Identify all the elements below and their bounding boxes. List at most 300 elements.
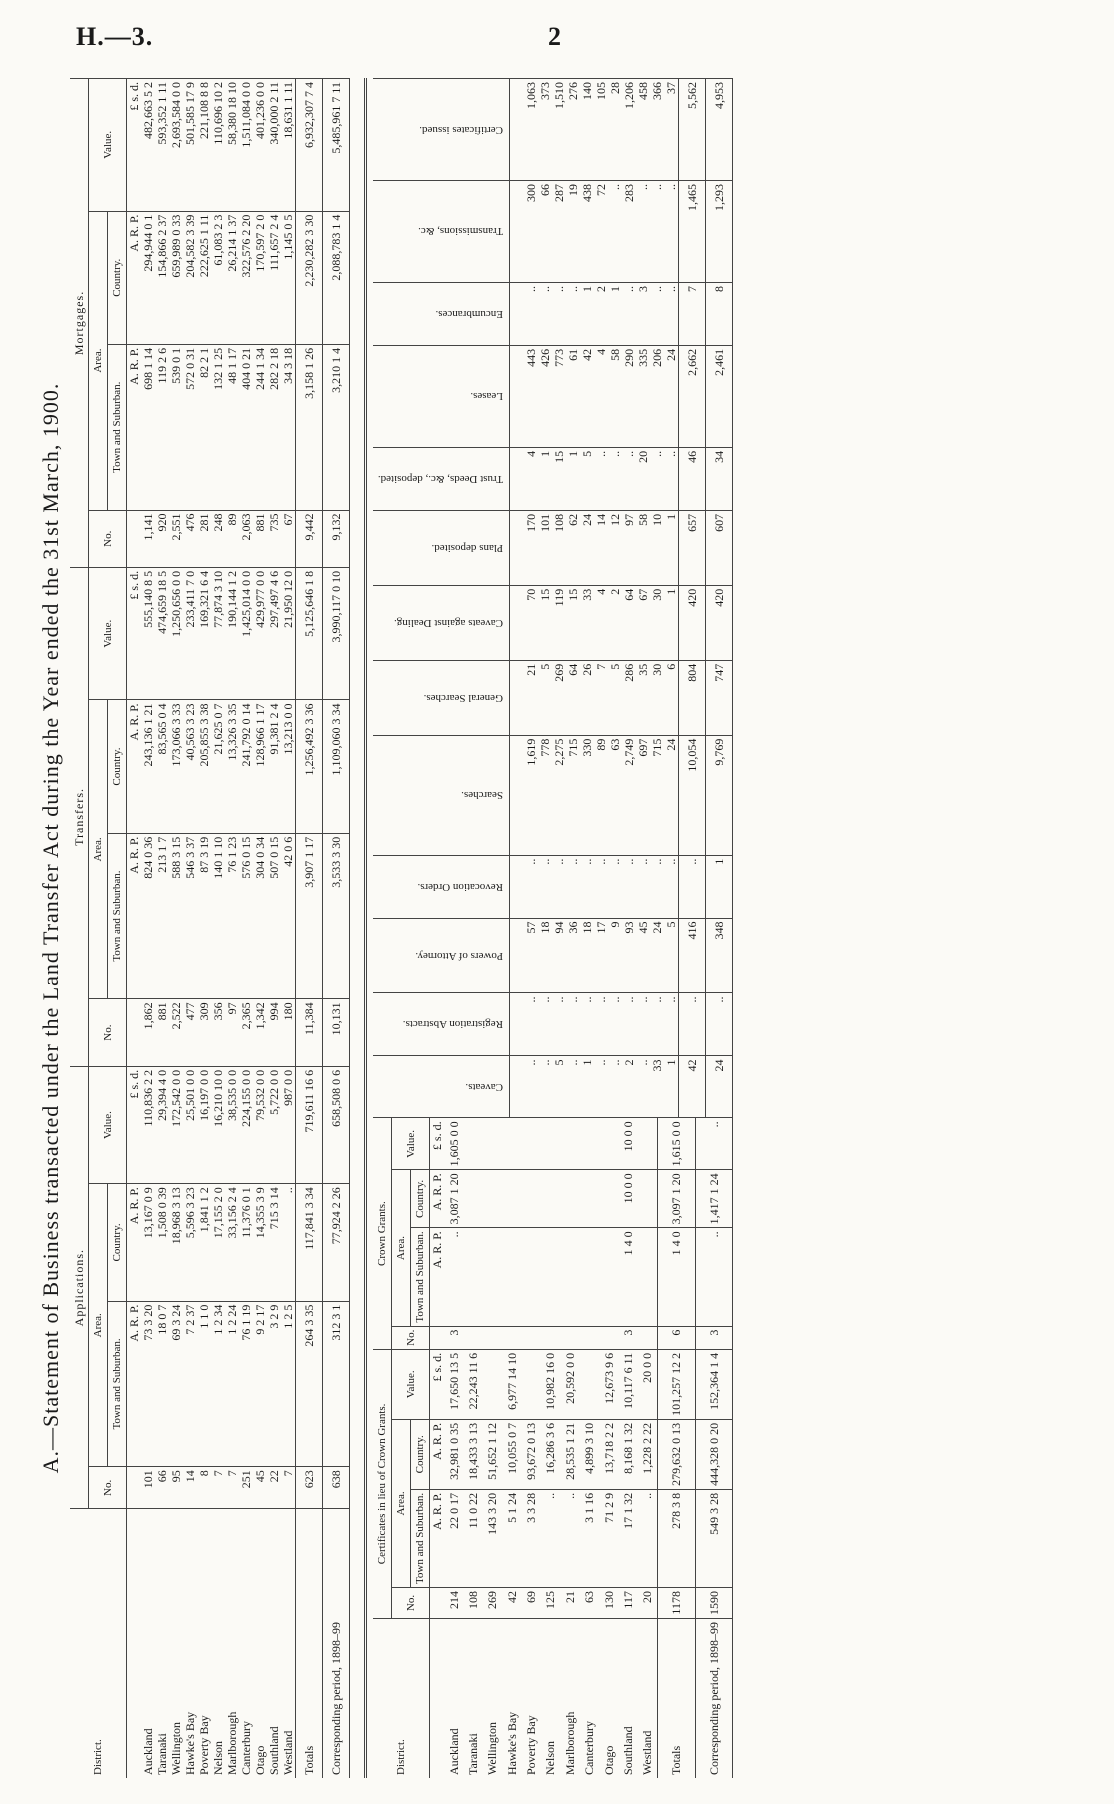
table-cell <box>541 1228 560 1326</box>
table-row <box>183 79 197 1779</box>
table-cell: 46 <box>679 447 706 510</box>
misc-column-label: General Searches. <box>423 691 503 704</box>
table-cell <box>521 1170 540 1228</box>
applications-country-header: Country. <box>108 1184 127 1301</box>
district-cell: Otago <box>599 1619 618 1778</box>
misc-column-header <box>373 660 510 735</box>
table-cell: 1,109,060 3 34 <box>323 700 350 833</box>
table-cell <box>560 1326 579 1349</box>
table-cell <box>521 1228 540 1326</box>
table-cell: 278 3 8 <box>658 1489 695 1587</box>
table-row <box>253 79 267 1779</box>
table-cell: 190,144 1 2 <box>225 567 239 700</box>
table-row <box>560 1118 579 1778</box>
table-cell: .. <box>566 993 580 1056</box>
table-cell: .. <box>622 993 636 1056</box>
table-cell: 2 <box>608 585 622 660</box>
table-cell: 1 2 24 <box>225 1301 239 1467</box>
table-cell: 8,168 1 32 <box>618 1419 637 1489</box>
table-cell: 474,659 18 5 <box>155 567 169 700</box>
table-cell: 105 <box>594 79 608 181</box>
table-cell: 269 <box>552 660 566 735</box>
table-cell: 7 <box>225 1467 239 1509</box>
table-cell: 77,874 3 10 <box>211 567 225 700</box>
table-cell: 13,718 2 2 <box>599 1419 618 1489</box>
table-cell: 1 <box>608 282 622 345</box>
table-cell: 443 <box>524 345 538 447</box>
table-cell: 1 <box>664 585 679 660</box>
misc-column-label: Powers of Attorney. <box>415 949 503 962</box>
table-cell: 715 3 14 <box>267 1184 281 1301</box>
table-cell: 18 <box>538 918 552 993</box>
table-cell: 14 <box>594 510 608 585</box>
table-cell: .. <box>552 855 566 918</box>
table-cell: 281 <box>197 510 211 567</box>
table-cell: .. <box>636 855 650 918</box>
table-cell: 4,899 3 10 <box>580 1419 599 1489</box>
table-cell <box>541 1170 560 1228</box>
table-cell: 16,286 3 6 <box>541 1419 560 1489</box>
district-header: District. <box>70 1509 127 1778</box>
table-cell: 3 <box>618 1326 637 1349</box>
table-cell: 125 <box>541 1588 560 1619</box>
table-cell <box>521 1349 540 1419</box>
table-cell: 401,236 0 0 <box>253 79 267 212</box>
table-cell: 3,087 1 20 <box>444 1170 463 1228</box>
table-cell: .. <box>695 1118 732 1170</box>
table-cell: 607 <box>706 510 733 585</box>
table-cell: 3,210 1 4 <box>323 344 350 510</box>
table-cell: 82 2 1 <box>197 344 211 510</box>
table-cell: .. <box>594 447 608 510</box>
table-cell: 70 <box>524 585 538 660</box>
table-cell: 18 <box>580 918 594 993</box>
table-row <box>608 79 622 1118</box>
table-cell: 715 <box>650 735 664 855</box>
table-cell: 206 <box>650 345 664 447</box>
applications-town-header: Town and Suburban. <box>108 1301 127 1467</box>
table-cell: 22 0 17 <box>444 1489 463 1587</box>
table-cell: 3 <box>695 1326 732 1349</box>
table-cell <box>599 1170 618 1228</box>
certificates-title: Certificates in lieu of Crown Grants. <box>373 1349 392 1618</box>
table-cell: 10,131 <box>323 999 350 1066</box>
table-cell: 15 <box>552 447 566 510</box>
table-cell: 24 <box>664 345 679 447</box>
mortgages-no-header: No. <box>89 510 127 567</box>
table-cell: 420 <box>679 585 706 660</box>
table-cell: .. <box>538 1056 552 1117</box>
table-cell: 26,214 1 37 <box>225 211 239 344</box>
table-cell: 3,097 1 20 <box>658 1170 695 1228</box>
table-cell: 1 <box>580 1056 594 1117</box>
table-row <box>155 79 169 1779</box>
table-cell <box>580 1326 599 1349</box>
table-row <box>580 79 594 1118</box>
table-cell: 57 <box>524 918 538 993</box>
table-cell: 312 3 1 <box>323 1301 350 1467</box>
table-cell: 1,862 <box>141 999 155 1066</box>
table-cell: 17,155 2 0 <box>211 1184 225 1301</box>
table-cell: 5 <box>664 918 679 993</box>
table-row <box>658 1118 695 1778</box>
crown-grants-title: Crown Grants. <box>373 1118 392 1349</box>
table-cell: 804 <box>679 660 706 735</box>
table-cell: 335 <box>636 345 650 447</box>
table-cell: 17 1 32 <box>618 1489 637 1587</box>
table-cell <box>502 1228 521 1326</box>
table-cell <box>580 1170 599 1228</box>
table-cell: 340,000 2 11 <box>267 79 281 212</box>
table-cell: 89 <box>594 735 608 855</box>
units-label: £ s. d. <box>127 79 142 212</box>
table-cell: 658,508 0 6 <box>323 1066 350 1183</box>
table-cell: 719,611 16 6 <box>296 1066 323 1183</box>
table-cell: 233,411 7 0 <box>183 567 197 700</box>
table-cell: 1 2 34 <box>211 1301 225 1467</box>
table-cell: 1,250,656 0 0 <box>169 567 183 700</box>
table-cell: 5 1 24 <box>502 1489 521 1587</box>
table-cell: .. <box>541 1489 560 1587</box>
table-cell: 24 <box>580 510 594 585</box>
table-row <box>622 79 636 1118</box>
table-cell: 1 4 0 <box>658 1228 695 1326</box>
table-cell: 110,836 2 2 <box>141 1066 155 1183</box>
table-cell: 5,125,646 1 8 <box>296 567 323 700</box>
table-cell: 1,063 <box>524 79 538 181</box>
table-cell: 204,582 3 39 <box>183 211 197 344</box>
table-cell: 10,054 <box>679 735 706 855</box>
table-cell <box>541 1118 560 1170</box>
transfers-value-header: Value. <box>89 567 127 700</box>
table-cell: 9,442 <box>296 510 323 567</box>
table-cell: .. <box>552 993 566 1056</box>
table-cell: 290 <box>622 345 636 447</box>
misc-column-label: Transmissions, &c. <box>418 225 503 238</box>
table-cell: 77,924 2 26 <box>323 1184 350 1301</box>
table-row <box>323 79 350 1779</box>
table-cell: 130 <box>599 1588 618 1619</box>
table-cell: 735 <box>267 510 281 567</box>
table-row <box>444 1118 463 1778</box>
table-cell: 1 <box>538 447 552 510</box>
misc-column-label: Plans deposited. <box>431 541 503 554</box>
table-cell: .. <box>566 1056 580 1117</box>
table-cell: .. <box>636 1056 650 1117</box>
district-cell: Westland <box>638 1619 658 1778</box>
misc-column-label: Revocation Orders. <box>417 880 503 893</box>
table-cell: .. <box>622 447 636 510</box>
table-cell: 42 <box>679 1056 706 1117</box>
table-cell: 13,213 0 0 <box>281 700 296 833</box>
table-cell: 34 <box>706 447 733 510</box>
table-cell: 12 <box>608 510 622 585</box>
district-cell: Hawke's Bay <box>502 1619 521 1778</box>
table-cell: 108 <box>552 510 566 585</box>
table-cell: 94 <box>552 918 566 993</box>
table-cell: 576 0 15 <box>239 833 253 999</box>
table-cell: 11,384 <box>296 999 323 1066</box>
table-cell: 173,066 3 33 <box>169 700 183 833</box>
misc-column-header <box>373 918 510 993</box>
table-cell: 20 0 0 <box>638 1349 658 1419</box>
table-cell: 29,394 4 0 <box>155 1066 169 1183</box>
table-cell: 2,063 <box>239 510 253 567</box>
table-row <box>566 79 580 1118</box>
table-cell: 2,230,282 3 30 <box>296 211 323 344</box>
table-cell: 404 0 21 <box>239 344 253 510</box>
table-cell: 89 <box>225 510 239 567</box>
table-cell: .. <box>608 993 622 1056</box>
table-cell: 287 <box>552 181 566 283</box>
table-cell: 42 <box>580 345 594 447</box>
table-row <box>267 79 281 1779</box>
table-cell: 438 <box>580 181 594 283</box>
misc-column-label: Registration Abstracts. <box>402 1018 503 1031</box>
table-cell: 416 <box>679 918 706 993</box>
table-cell: 51,652 1 12 <box>483 1419 502 1489</box>
units-label: A. R. P. <box>127 211 142 344</box>
mortgages-header: Mortgages. <box>70 79 89 568</box>
district-cell: Auckland <box>444 1619 463 1778</box>
table-cell: 172,542 0 0 <box>169 1066 183 1183</box>
table-cell: 42 <box>502 1588 521 1619</box>
table-cell: 21 <box>524 660 538 735</box>
table-cell <box>463 1326 482 1349</box>
table-cell: 3 3 28 <box>521 1489 540 1587</box>
table-cell: .. <box>664 993 679 1056</box>
table-cell: .. <box>560 1489 579 1587</box>
table-cell: .. <box>552 282 566 345</box>
table-cell: 8 <box>706 282 733 345</box>
grant-town-header: Town and Suburban. <box>411 1228 430 1326</box>
table-cell: 5,562 <box>679 79 706 181</box>
table-cell: 2,365 <box>239 999 253 1066</box>
table-cell: 773 <box>552 345 566 447</box>
table-cell: .. <box>538 993 552 1056</box>
cert-country-header: Country. <box>411 1419 430 1489</box>
table-cell: 3 <box>636 282 650 345</box>
table-cell: 222,625 1 11 <box>197 211 211 344</box>
district-cell: Canterbury <box>580 1619 599 1778</box>
page-number: 2 <box>548 22 561 51</box>
table-cell <box>560 1170 579 1228</box>
table-cell <box>638 1228 658 1326</box>
misc-column-header <box>373 855 510 918</box>
table-cell <box>463 1118 482 1170</box>
table-cell: 16,210 10 0 <box>211 1066 225 1183</box>
table-cell: 7 <box>594 660 608 735</box>
table-cell: .. <box>608 181 622 283</box>
table-cell: 477 <box>183 999 197 1066</box>
table-row <box>502 1118 521 1778</box>
misc-column-header <box>373 181 510 283</box>
units-label: £ s. d. <box>430 1349 445 1419</box>
table-cell: 623 <box>296 1467 323 1509</box>
table-cell: 61 <box>566 345 580 447</box>
table-cell: 28 <box>608 79 622 181</box>
table-cell: 3 <box>444 1326 463 1349</box>
table-cell: 283 <box>622 181 636 283</box>
table-cell: 26 <box>580 660 594 735</box>
table-cell <box>483 1326 502 1349</box>
table-cell: 3,907 1 17 <box>296 833 323 999</box>
units-label: £ s. d. <box>430 1118 445 1170</box>
table-cell: 35 <box>636 660 650 735</box>
table-row <box>141 79 155 1779</box>
applications-no-header: No. <box>89 1467 127 1509</box>
table-cell: 48 1 17 <box>225 344 239 510</box>
table-cell: 9,132 <box>323 510 350 567</box>
table-cell: 269 <box>483 1588 502 1619</box>
table-row <box>281 79 296 1779</box>
table-cell: 824 0 36 <box>141 833 155 999</box>
table-cell: 33 <box>580 585 594 660</box>
table-cell: 356 <box>211 999 225 1066</box>
table-row <box>521 1118 540 1778</box>
cert-value-header: Value. <box>392 1349 430 1419</box>
table-cell: 6,932,307 7 4 <box>296 79 323 212</box>
district-cell: Hawke's Bay <box>183 1509 197 1778</box>
district-cell: Corresponding period, 1898–99 <box>695 1619 732 1778</box>
applications-area-header: Area. <box>89 1184 108 1467</box>
table-cell: 1,465 <box>679 181 706 283</box>
units-label: £ s. d. <box>127 1066 142 1183</box>
table-cell: 24 <box>706 1056 733 1117</box>
table-cell: 21,625 0 7 <box>211 700 225 833</box>
table-cell: 294,944 0 1 <box>141 211 155 344</box>
table-cell: 18 0 7 <box>155 1301 169 1467</box>
table-cell <box>580 1228 599 1326</box>
table-cell: 507 0 15 <box>267 833 281 999</box>
table-cell: 169,321 6 4 <box>197 567 211 700</box>
table-cell: 58,380 18 10 <box>225 79 239 212</box>
table-cell: .. <box>664 447 679 510</box>
units-label: A. R. P. <box>127 344 142 510</box>
misc-column-header <box>373 585 510 660</box>
table-cell: 366 <box>650 79 664 181</box>
misc-column-label: Leases. <box>470 390 503 403</box>
table-cell: 1,511,084 0 0 <box>239 79 253 212</box>
table-cell <box>638 1326 658 1349</box>
table-row <box>541 1118 560 1778</box>
misc-column-label: Trust Deeds, &c., deposited. <box>377 472 503 485</box>
lower-section <box>364 78 733 1778</box>
table-cell: 2 <box>594 282 608 345</box>
units-label: A. R. P. <box>430 1228 445 1326</box>
applications-header: Applications. <box>70 1066 89 1509</box>
table-cell: .. <box>566 282 580 345</box>
table-cell <box>599 1326 618 1349</box>
table-cell: 24 <box>664 735 679 855</box>
table-cell: 243,136 1 21 <box>141 700 155 833</box>
table-cell: 10 0 0 <box>618 1170 637 1228</box>
table-cell: .. <box>636 181 650 283</box>
table-cell: 7 2 37 <box>183 1301 197 1467</box>
table-cell: 3 2 9 <box>267 1301 281 1467</box>
table-cell: .. <box>566 855 580 918</box>
table-cell: .. <box>664 181 679 283</box>
table-cell: .. <box>622 282 636 345</box>
table-row <box>483 1118 502 1778</box>
units-label: A. R. P. <box>430 1419 445 1489</box>
table-cell: 32,981 0 35 <box>444 1419 463 1489</box>
table-cell <box>483 1118 502 1170</box>
table-cell: 117 <box>618 1588 637 1619</box>
table-cell: 304 0 34 <box>253 833 267 999</box>
page-reference: H.—3. <box>76 22 154 51</box>
table-cell: 42 0 6 <box>281 833 296 999</box>
table-cell: 14,355 3 9 <box>253 1184 267 1301</box>
table-cell: 224,155 0 0 <box>239 1066 253 1183</box>
business-table <box>70 78 350 1778</box>
table-row <box>296 79 323 1779</box>
district-cell: Canterbury <box>239 1509 253 1778</box>
table-cell: 66 <box>155 1467 169 1509</box>
table-row <box>239 79 253 1779</box>
table-cell: 205,855 3 38 <box>197 700 211 833</box>
table-cell: 1590 <box>695 1588 732 1619</box>
table-cell: 1,615 0 0 <box>658 1118 695 1170</box>
table-cell: 6 <box>658 1326 695 1349</box>
table-cell: 76 1 23 <box>225 833 239 999</box>
table-cell: 22 <box>267 1467 281 1509</box>
district-cell: Totals <box>658 1619 695 1778</box>
table-cell: 2,551 <box>169 510 183 567</box>
table-cell: 881 <box>253 510 267 567</box>
table-cell <box>502 1118 521 1170</box>
table-cell: 330 <box>580 735 594 855</box>
table-row <box>664 79 679 1118</box>
table-cell: 2,749 <box>622 735 636 855</box>
table-cell: 501,585 17 9 <box>183 79 197 212</box>
table-cell: 154,866 2 37 <box>155 211 169 344</box>
table-cell: .. <box>650 447 664 510</box>
table-cell: .. <box>594 1056 608 1117</box>
table-cell: 214 <box>444 1588 463 1619</box>
table-row <box>197 79 211 1779</box>
table-cell: 63 <box>580 1588 599 1619</box>
table-cell: 1,256,492 3 36 <box>296 700 323 833</box>
table-cell: .. <box>608 855 622 918</box>
table-cell: 1 2 5 <box>281 1301 296 1467</box>
table-cell: .. <box>636 993 650 1056</box>
table-cell: 2,461 <box>706 345 733 447</box>
table-cell: 13,326 3 35 <box>225 700 239 833</box>
table-cell: .. <box>524 282 538 345</box>
table-cell: 1,510 <box>552 79 566 181</box>
table-cell: 747 <box>706 660 733 735</box>
table-cell: 143 3 20 <box>483 1489 502 1587</box>
table-cell: .. <box>650 855 664 918</box>
table-cell: 83,565 0 4 <box>155 700 169 833</box>
table-cell: .. <box>524 993 538 1056</box>
table-cell: 5 <box>580 447 594 510</box>
table-cell: 16,197 0 0 <box>197 1066 211 1183</box>
table-cell: 1,605 0 0 <box>444 1118 463 1170</box>
table-row <box>225 79 239 1779</box>
transfers-no-header: No. <box>89 999 127 1066</box>
grant-value-header: Value. <box>392 1118 430 1170</box>
table-cell: 1,619 <box>524 735 538 855</box>
table-cell: 7 <box>281 1467 296 1509</box>
table-cell: 1 <box>664 510 679 585</box>
table-cell: 18,968 3 13 <box>169 1184 183 1301</box>
table-cell: 101,257 12 2 <box>658 1349 695 1419</box>
table-cell: 3,533 3 30 <box>323 833 350 999</box>
table-cell: 10 0 0 <box>618 1118 637 1170</box>
statement-title: A.—Statement of Business transacted under the Land Transfer Act during the Year ended the 31st March, 1900. <box>38 382 63 1474</box>
